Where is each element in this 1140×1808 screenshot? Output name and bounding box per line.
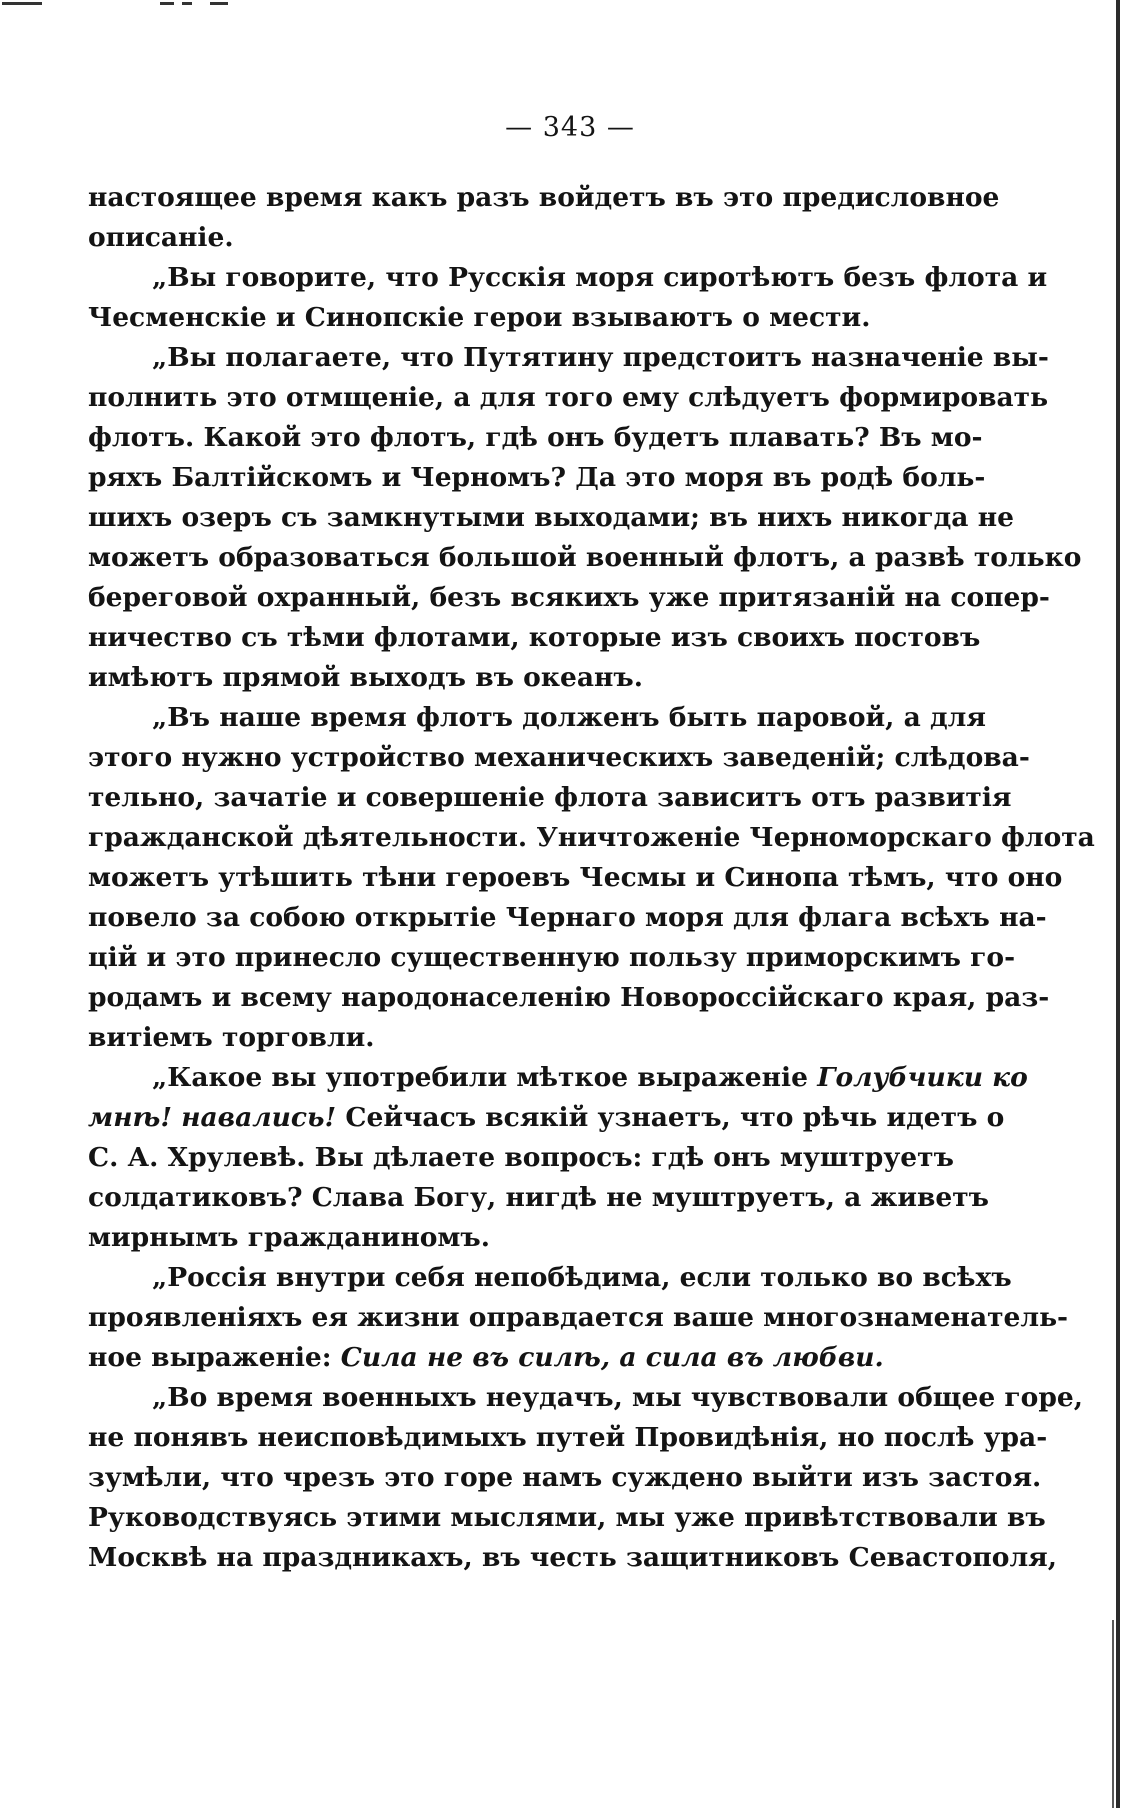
text-line: можетъ образоваться большой военный флотъ, а развѣ только	[88, 542, 1082, 573]
text-line: Чесменскіе и Синопскіе герои взываютъ о мести.	[88, 302, 871, 333]
text-line: „Въ наше время флотъ долженъ быть паровой, а для	[152, 702, 986, 733]
text-line: „Во время военныхъ неудачъ, мы чувствовали общее горе,	[152, 1382, 1083, 1413]
text-line: проявленіяхъ ея жизни оправдается ваше многознаменатель-	[88, 1302, 1069, 1333]
text-line: тельно, зачатіе и совершеніе флота зависитъ отъ развитія	[88, 782, 1012, 813]
italic-phrase: Сила не въ силѣ, а сила въ любви.	[340, 1342, 884, 1373]
text-line: шихъ озеръ съ замкнутыми выходами; въ нихъ никогда не	[88, 502, 1014, 533]
italic-phrase: мнѣ! навались!	[88, 1102, 337, 1133]
text-line: настоящее время какъ разъ войдетъ въ это предисловное	[88, 182, 1000, 213]
scan-right-edge-thin	[1112, 1620, 1114, 1808]
scan-top-marks	[0, 0, 300, 10]
text-line: цій и это принесло существенную пользу приморскимъ го-	[88, 942, 1016, 973]
text-line: витіемъ торговли.	[88, 1022, 375, 1053]
text-line: этого нужно устройство механическихъ заведеній; слѣдова-	[88, 742, 1030, 773]
text-line: ряхъ Балтійскомъ и Черномъ? Да это моря въ родѣ боль-	[88, 462, 986, 493]
text-line	[88, 1098, 1005, 1138]
text-line: Москвѣ на праздникахъ, въ честь защитниковъ Севастополя,	[88, 1542, 1057, 1573]
text-line	[88, 1338, 928, 1378]
text-line: имѣютъ прямой выходъ въ океанъ.	[88, 662, 643, 693]
text-line: родамъ и всему народонаселенію Новороссійскаго края, раз-	[88, 982, 1050, 1013]
text-line: „Вы говорите, что Русскія моря сиротѣютъ безъ флота и	[152, 262, 1048, 293]
text-line: С. А. Хрулевѣ. Вы дѣлаете вопросъ: гдѣ онъ муштруетъ	[88, 1142, 954, 1173]
text-line: солдатиковъ? Слава Богу, нигдѣ не муштруетъ, а живетъ	[88, 1182, 989, 1213]
text-line: полнить это отмщеніе, а для того ему слѣдуетъ формировать	[88, 382, 1049, 413]
text-line: описаніе.	[88, 222, 234, 253]
text-line: мирнымъ гражданиномъ.	[88, 1222, 490, 1253]
italic-phrase: Голубчики ко	[817, 1062, 1028, 1093]
text-line: зумѣли, что чрезъ это горе намъ суждено выйти изъ застоя.	[88, 1462, 1042, 1493]
text-line	[88, 1058, 1028, 1098]
body-text	[88, 178, 1095, 1578]
text-line: „Вы полагаете, что Путятину предстоитъ назначеніе вы-	[152, 342, 1049, 373]
text-line: гражданской дѣятельности. Уничтоженіе Черноморскаго флота	[88, 822, 1095, 853]
text-segment: „Какое вы употребили мѣткое выраженіе	[152, 1062, 808, 1093]
page-number: — 343 —	[505, 112, 635, 143]
text-line: ничество съ тѣми флотами, которые изъ своихъ постовъ	[88, 622, 981, 653]
scan-right-edge	[1116, 0, 1120, 1808]
text-line: флотъ. Какой это флотъ, гдѣ онъ будетъ плавать? Въ мо-	[88, 422, 983, 453]
text-line: не понявъ неисповѣдимыхъ путей Провидѣнія, но послѣ ура-	[88, 1422, 1048, 1453]
text-segment: ное выраженіе:	[88, 1342, 332, 1373]
text-line: можетъ утѣшить тѣни героевъ Чесмы и Синопа тѣмъ, что оно	[88, 862, 1063, 893]
text-line: Руководствуясь этими мыслями, мы уже привѣтствовали въ	[88, 1502, 1046, 1533]
text-line: береговой охранный, безъ всякихъ уже притязаній на сопер-	[88, 582, 1050, 613]
text-segment: Сейчасъ всякій узнаетъ, что рѣчь идетъ о	[345, 1102, 1005, 1133]
text-line: „Россія внутри себя непобѣдима, если только во всѣхъ	[152, 1262, 1012, 1293]
text-line: повело за собою открытіе Чернаго моря для флага всѣхъ на-	[88, 902, 1047, 933]
